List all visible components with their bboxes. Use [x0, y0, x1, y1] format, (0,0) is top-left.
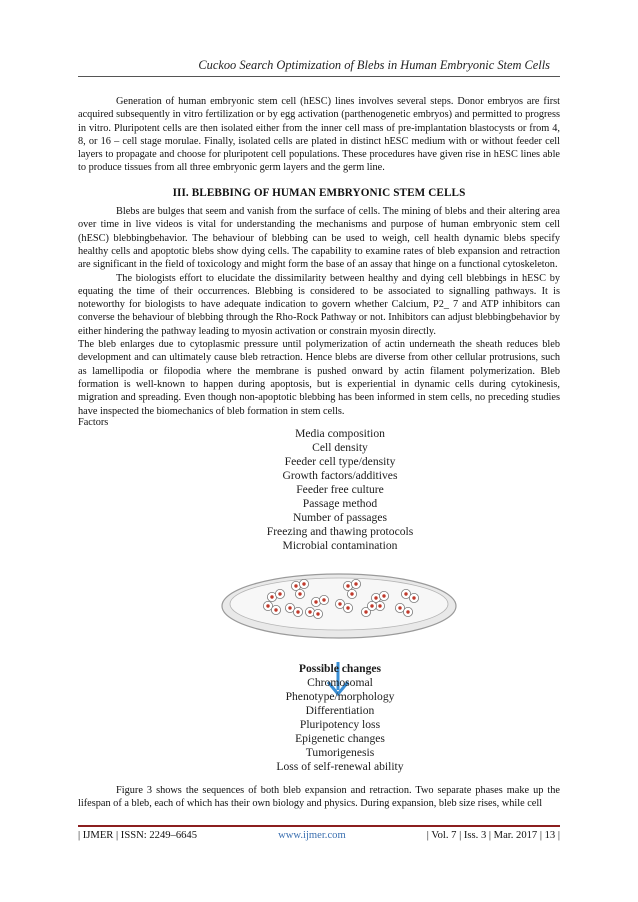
body-text-bottom — [78, 784, 560, 811]
factor-item: Number of passages — [292, 511, 387, 524]
change-item: Pluripotency loss — [299, 718, 381, 731]
section-heading: III. BLEBBING OF HUMAN EMBRYONIC STEM CELLS — [172, 186, 466, 199]
cell-nucleus — [270, 595, 273, 598]
cell-nucleus — [374, 596, 377, 599]
factor-item: Microbial contamination — [282, 539, 398, 552]
cell-nucleus — [338, 602, 341, 605]
factor-item: Freezing and thawing protocols — [266, 525, 414, 538]
factor-item: Passage method — [302, 497, 378, 510]
factors-list — [220, 427, 460, 553]
change-item: Phenotype/morphology — [285, 690, 395, 703]
cell-nucleus — [346, 584, 349, 587]
cell-nucleus — [322, 598, 325, 601]
factor-item: Media composition — [295, 427, 385, 440]
cell-nucleus — [406, 610, 409, 613]
cell-nucleus — [288, 606, 291, 609]
cell-nucleus — [308, 610, 311, 613]
cell-nucleus — [302, 582, 305, 585]
factors-label: Factors — [78, 417, 109, 428]
footer — [78, 830, 560, 841]
footer-volume: | Vol. 7 | Iss. 3 | Mar. 2017 | 13 | — [426, 830, 560, 841]
cell-nucleus — [298, 592, 301, 595]
footer-rule — [78, 825, 560, 827]
cell-nucleus — [278, 592, 281, 595]
cell-nucleus — [370, 604, 373, 607]
cell-nucleus — [398, 606, 401, 609]
cell-nucleus — [364, 610, 367, 613]
cell-nucleus — [274, 608, 277, 611]
factor-item: Feeder free culture — [296, 483, 384, 496]
factor-item: Feeder cell type/density — [284, 455, 396, 468]
cell-nucleus — [382, 594, 385, 597]
cell-nucleus — [294, 584, 297, 587]
change-item: Differentiation — [305, 704, 375, 717]
cell-nucleus — [266, 604, 269, 607]
running-header: Cuckoo Search Optimization of Blebs in Human Embryonic Stem Cells — [198, 58, 550, 72]
factor-item: Growth factors/additives — [282, 469, 398, 482]
footer-journal: | IJMER | ISSN: 2249–6645 — [78, 830, 198, 841]
cell-nucleus — [296, 610, 299, 613]
paragraph-5: Figure 3 shows the sequences of both bleb expansion and retraction. Two separate phases make up the lifespan of a bleb, each of which has their own biology and physics. During expansion, bleb size rises, while cell — [78, 785, 560, 810]
change-item: Chromosomal — [307, 676, 373, 689]
changes-list — [220, 662, 460, 774]
cell-nucleus — [316, 612, 319, 615]
header-rule — [78, 76, 560, 77]
cell-nucleus — [378, 604, 381, 607]
footer-url: www.ijmer.com — [278, 830, 346, 841]
figure — [220, 420, 460, 780]
cell-nucleus — [314, 600, 317, 603]
change-item: Loss of self-renewal ability — [276, 760, 404, 773]
cell-nucleus — [354, 582, 357, 585]
cell-nucleus — [350, 592, 353, 595]
cell-nucleus — [346, 606, 349, 609]
factor-item: Cell density — [312, 441, 368, 454]
petri-dish-illustration — [220, 572, 458, 642]
paragraph-4: The bleb enlarges due to cytoplasmic pressure until polymerization of actin underneath the sheath reduces bleb development and can ultimately cause bleb retraction. Hence blebs are diverse from other cellular protrusions, such as lamellipodia or filopodia where the membrane is pushed onward by actin filament polymerization. Bleb formation is well-known to happen during apoptosis, but is experiential in dynamic cells during cytokinesis, migration and spreading. Even though non-apoptotic blebbing has been informed in stem cells, no preceding studies have inspected the biomechanics of bleb formation in stem cells. — [78, 339, 560, 417]
paragraph-2: Blebs are bulges that seem and vanish from the surface of cells. The mining of blebs and their altering area over time in live videos is vital for understanding the mechanisms and purpose of human embryonic stem cell (hESC) blebbingbehavior. The behaviour of blebbing can be used to weigh, cell health dynamic blebs specify healthy cells and apoptotic blebs show dying cells. The capability to examine rates of bleb expansion and retraction are significant in the field of toxicology and might form the base of an assay that hinge on a functional cytoskeleton. — [78, 206, 560, 271]
paragraph-3: The biologists effort to elucidate the dissimilarity between healthy and dying cell blebbings in hESC by equating the time of their occurrences. Blebbing is considered to be associated to signalling pathways. It is noteworthy for biologists to have adequate indication to govern whether Calcium, P2_ 7 and ATP inhibitors can converse the behaviour of blebbing through the Rho-Rock Pathway or not. Inhibitors can adjust blebbingbehavior by either hindering the pathway leading to myosin activation or constrain myosin directly. — [78, 272, 560, 337]
cell-nucleus — [412, 596, 415, 599]
cell-nucleus — [404, 592, 407, 595]
change-item: Epigenetic changes — [295, 732, 385, 745]
change-item: Tumorigenesis — [305, 746, 375, 759]
body-text — [78, 95, 560, 418]
paragraph-1: Generation of human embryonic stem cell (hESC) lines involves several steps. Donor embryos are first acquired subsequently in vitro fertilization or by egg activation (parthenogenetic embryos) and permitted to progress in vitro. Pluripotent cells are then isolated either from the inner cell mass of pre-implantation blastocysts or from 4, 8, or 16 – cell stage morulae. Finally, isolated cells are plated in distinct hESC medium with or without feeder cell layers to propagate and choose for pluripotent cell populations. These procedures have given rise in hESC lines able to produce tissues from all three embryonic germ layers and the germ line. — [78, 96, 560, 174]
changes-title: Possible changes — [298, 662, 382, 675]
